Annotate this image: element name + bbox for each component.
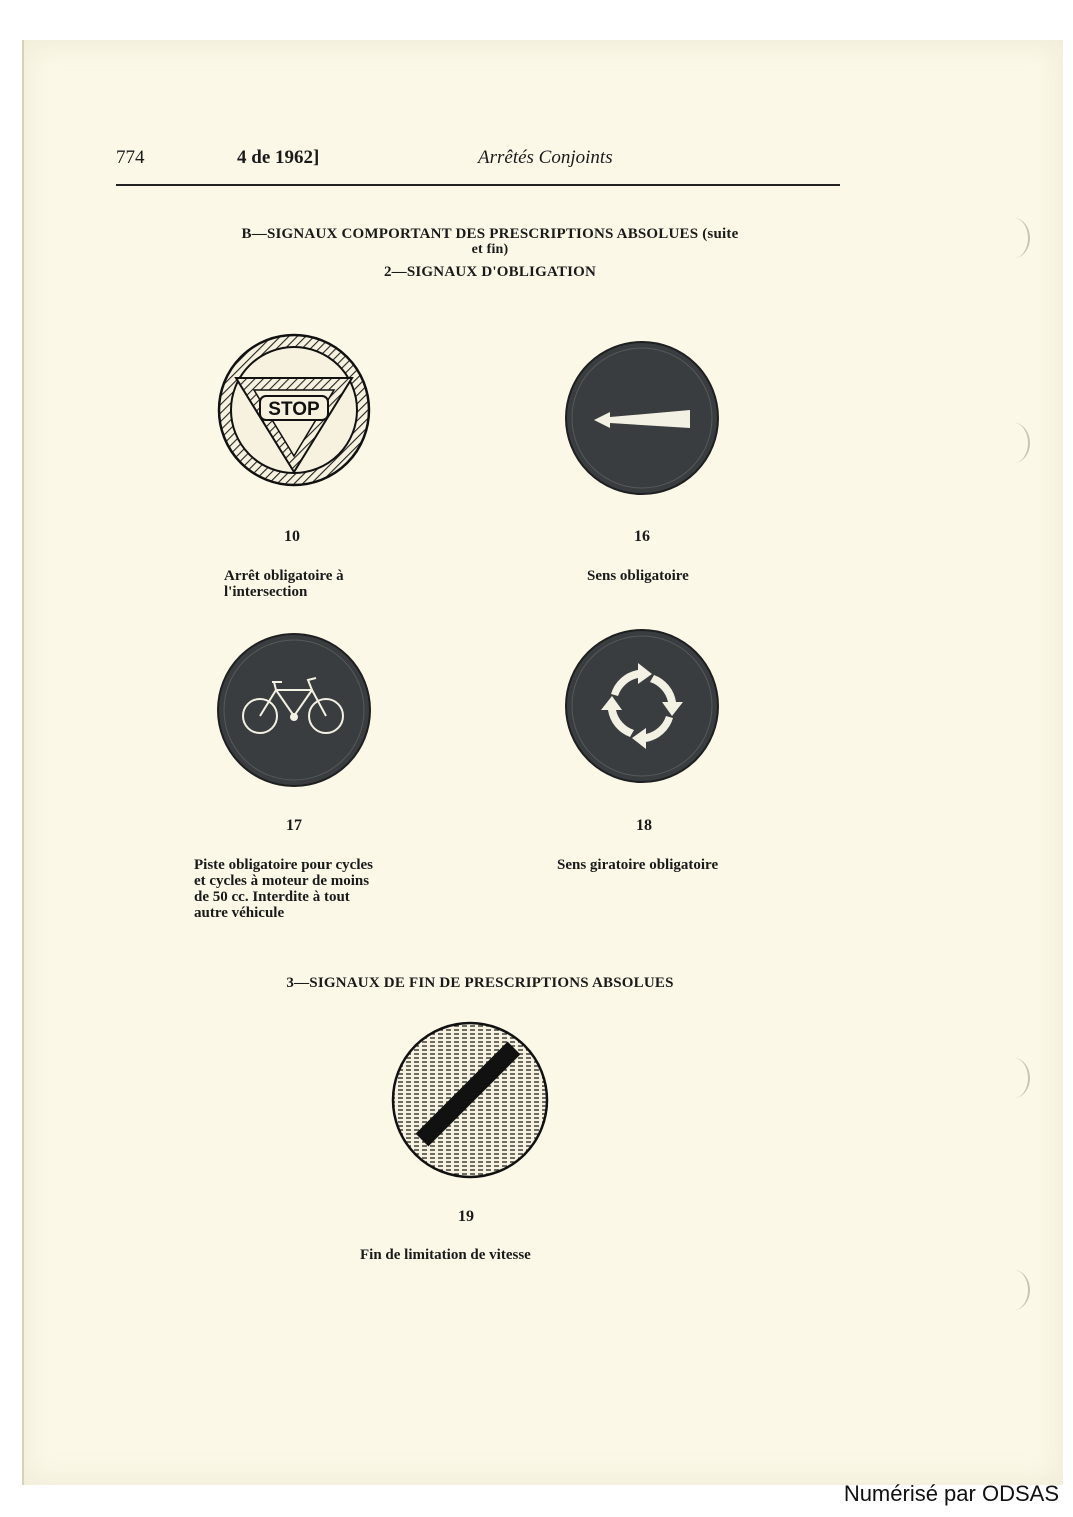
sign-caption-10 (224, 568, 344, 600)
caption-line: Sens obligatoire (587, 568, 689, 584)
sign-number-17: 17 (286, 817, 302, 834)
caption-line: Arrêt obligatoire à (224, 568, 344, 584)
sign-number-16: 16 (634, 528, 650, 545)
mandatory-direction-sign-icon (564, 340, 720, 496)
header-date: 4 de 1962] (237, 147, 320, 168)
caption-line: l'intersection (224, 584, 308, 600)
binder-hole (998, 218, 1030, 258)
main-heading-line2: et fin) (471, 242, 509, 257)
sign-number-10: 10 (284, 528, 300, 545)
sign-number-19: 19 (458, 1208, 474, 1225)
main-heading-line1: B—SIGNAUX COMPORTANT DES PRESCRIPTIONS ABSOLUES (suite (241, 226, 739, 242)
sign-caption-19 (360, 1247, 531, 1263)
stop-triangle-sign-icon (216, 332, 372, 488)
binder-hole (998, 1270, 1030, 1310)
sign-number-18: 18 (636, 817, 652, 834)
stop-sign-text: STOP (268, 399, 320, 420)
subheading-obligation: 2—SIGNAUX D'OBLIGATION (383, 264, 597, 280)
header-rule (116, 184, 840, 186)
end-of-speed-limit-sign-icon (390, 1020, 550, 1180)
sign-caption-18 (557, 857, 718, 873)
sign-caption-16 (587, 568, 689, 584)
binder-hole (998, 1058, 1030, 1098)
roundabout-sign-icon (564, 628, 720, 784)
caption-line: autre véhicule (194, 905, 285, 921)
caption-line: et cycles à moteur de moins (194, 873, 370, 889)
digitization-watermark: Numérisé par ODSAS (843, 1481, 1059, 1506)
subheading-end-prescriptions: 3—SIGNAUX DE FIN DE PRESCRIPTIONS ABSOLUES (286, 975, 674, 991)
section-title: Arrêtés Conjoints (478, 147, 613, 168)
caption-line: Fin de limitation de vitesse (360, 1247, 531, 1263)
bicycle-sign-icon (216, 632, 372, 788)
sign-caption-17 (194, 857, 373, 921)
binder-hole (998, 423, 1030, 463)
caption-line: Piste obligatoire pour cycles (194, 857, 374, 873)
caption-line: de 50 cc. Interdite à tout (194, 889, 350, 905)
caption-line: Sens giratoire obligatoire (557, 857, 719, 873)
page-number: 774 (116, 147, 145, 168)
